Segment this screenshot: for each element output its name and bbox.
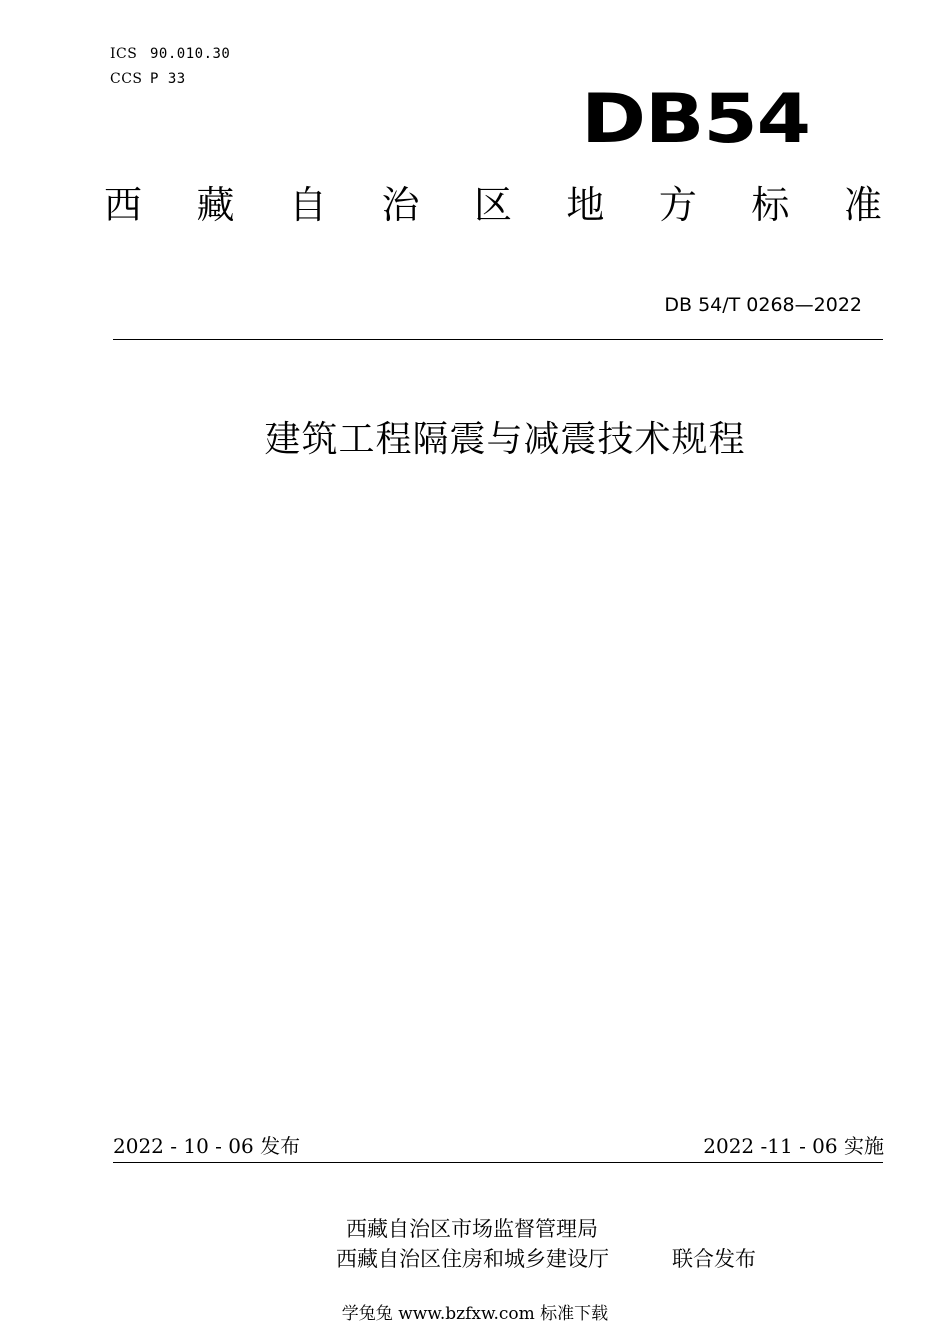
- standard-type-char: 标: [751, 183, 790, 227]
- issuer-line-1: 西藏自治区市场监督管理局: [346, 1217, 598, 1241]
- standard-type: [104, 180, 882, 230]
- standard-type-char: 方: [658, 183, 697, 227]
- issuer-line-2: 西藏自治区住房和城乡建设厅: [336, 1247, 609, 1271]
- standard-number: DB 54/T 0268—2022: [664, 294, 862, 316]
- ics-label: ICS: [110, 46, 138, 62]
- ics-code: [110, 46, 230, 62]
- joint-release: 联合发布: [672, 1247, 756, 1271]
- standard-type-char: 自: [288, 183, 327, 227]
- standard-type-char: 地: [566, 183, 605, 227]
- document-title: 建筑工程隔震与减震技术规程: [264, 419, 746, 460]
- ccs-code: [110, 71, 186, 87]
- ccs-label: CCS: [110, 71, 143, 87]
- publish-date: 2022 - 10 - 06 发布: [113, 1134, 301, 1158]
- standard-type-char: 区: [473, 183, 512, 227]
- implement-date: 2022 -11 - 06 实施: [703, 1134, 884, 1158]
- db54-logo: DB54: [581, 80, 810, 159]
- ics-value: 90.010.30: [150, 46, 231, 62]
- footer-watermark: 学兔兔 www.bzfxw.com 标准下载: [341, 1304, 609, 1324]
- ccs-value: P 33: [150, 71, 186, 87]
- standard-type-char: 治: [381, 183, 420, 227]
- standard-type-char: 准: [843, 183, 882, 227]
- top-divider: [113, 339, 883, 340]
- standard-type-char: 西: [104, 183, 143, 227]
- bottom-divider: [113, 1162, 883, 1163]
- standard-type-char: 藏: [196, 183, 235, 227]
